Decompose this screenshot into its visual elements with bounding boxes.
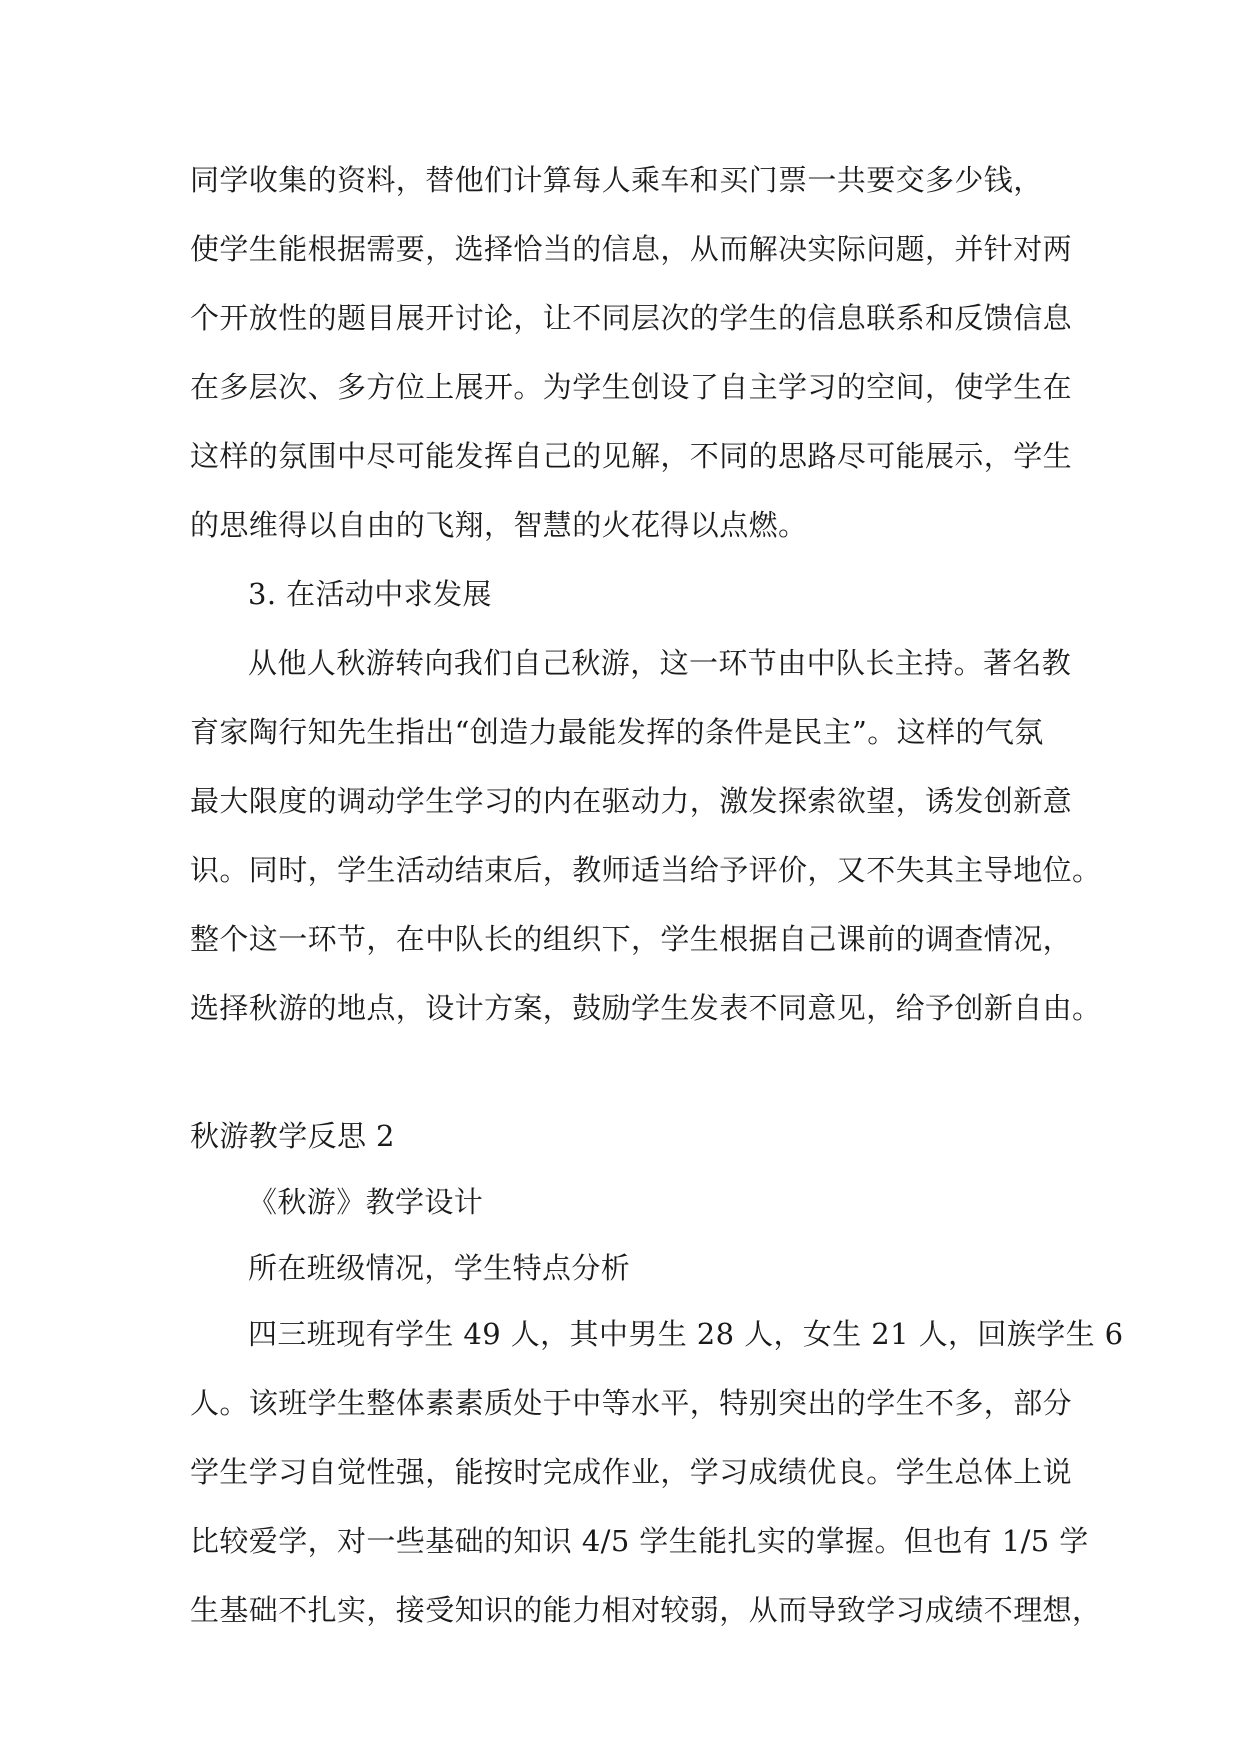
body-line: 这样的氛围中尽可能发挥自己的见解，不同的思路尽可能展示，学生 (190, 439, 1073, 473)
body-line: 人。该班学生整体素素质处于中等水平，特别突出的学生不多，部分 (190, 1386, 1073, 1420)
body-line: 同学收集的资料，替他们计算每人乘车和买门票一共要交多少钱， (190, 163, 1043, 197)
document-title: 秋游教学反思 2 (190, 1119, 395, 1153)
body-line: 最大限度的调动学生学习的内在驱动力，激发探索欲望，诱发创新意 (190, 784, 1073, 818)
body-line: 识。同时，学生活动结束后，教师适当给予评价，又不失其主导地位。 (190, 853, 1102, 887)
body-line: 选择秋游的地点，设计方案，鼓励学生发表不同意见，给予创新自由。 (190, 991, 1102, 1025)
body-line: 使学生能根据需要，选择恰当的信息，从而解决实际问题，并针对两 (190, 232, 1073, 266)
body-line: 从他人秋游转向我们自己秋游，这一环节由中队长主持。著名教 (248, 646, 1072, 680)
body-line: 四三班现有学生 49 人，其中男生 28 人，女生 21 人，回族学生 6 (248, 1317, 1124, 1351)
body-line: 个开放性的题目展开讨论，让不同层次的学生的信息联系和反馈信息 (190, 301, 1073, 335)
section-heading: 所在班级情况，学生特点分析 (248, 1251, 631, 1285)
body-line: 的思维得以自由的飞翔，智慧的火花得以点燃。 (190, 508, 808, 542)
subtitle: 《秋游》教学设计 (248, 1185, 484, 1219)
body-line: 生基础不扎实，接受知识的能力相对较弱，从而导致学习成绩不理想， (190, 1593, 1102, 1627)
body-line: 比较爱学，对一些基础的知识 4/5 学生能扎实的掌握。但也有 1/5 学 (190, 1524, 1089, 1558)
body-line: 育家陶行知先生指出“创造力最能发挥的条件是民主”。这样的气氛 (190, 715, 1044, 749)
body-line: 学生学习自觉性强，能按时完成作业，学习成绩优良。学生总体上说 (190, 1455, 1073, 1489)
section-heading: 3. 在活动中求发展 (248, 577, 492, 611)
body-line: 在多层次、多方位上展开。为学生创设了自主学习的空间，使学生在 (190, 370, 1073, 404)
body-line: 整个这一环节，在中队长的组织下，学生根据自己课前的调查情况， (190, 922, 1073, 956)
